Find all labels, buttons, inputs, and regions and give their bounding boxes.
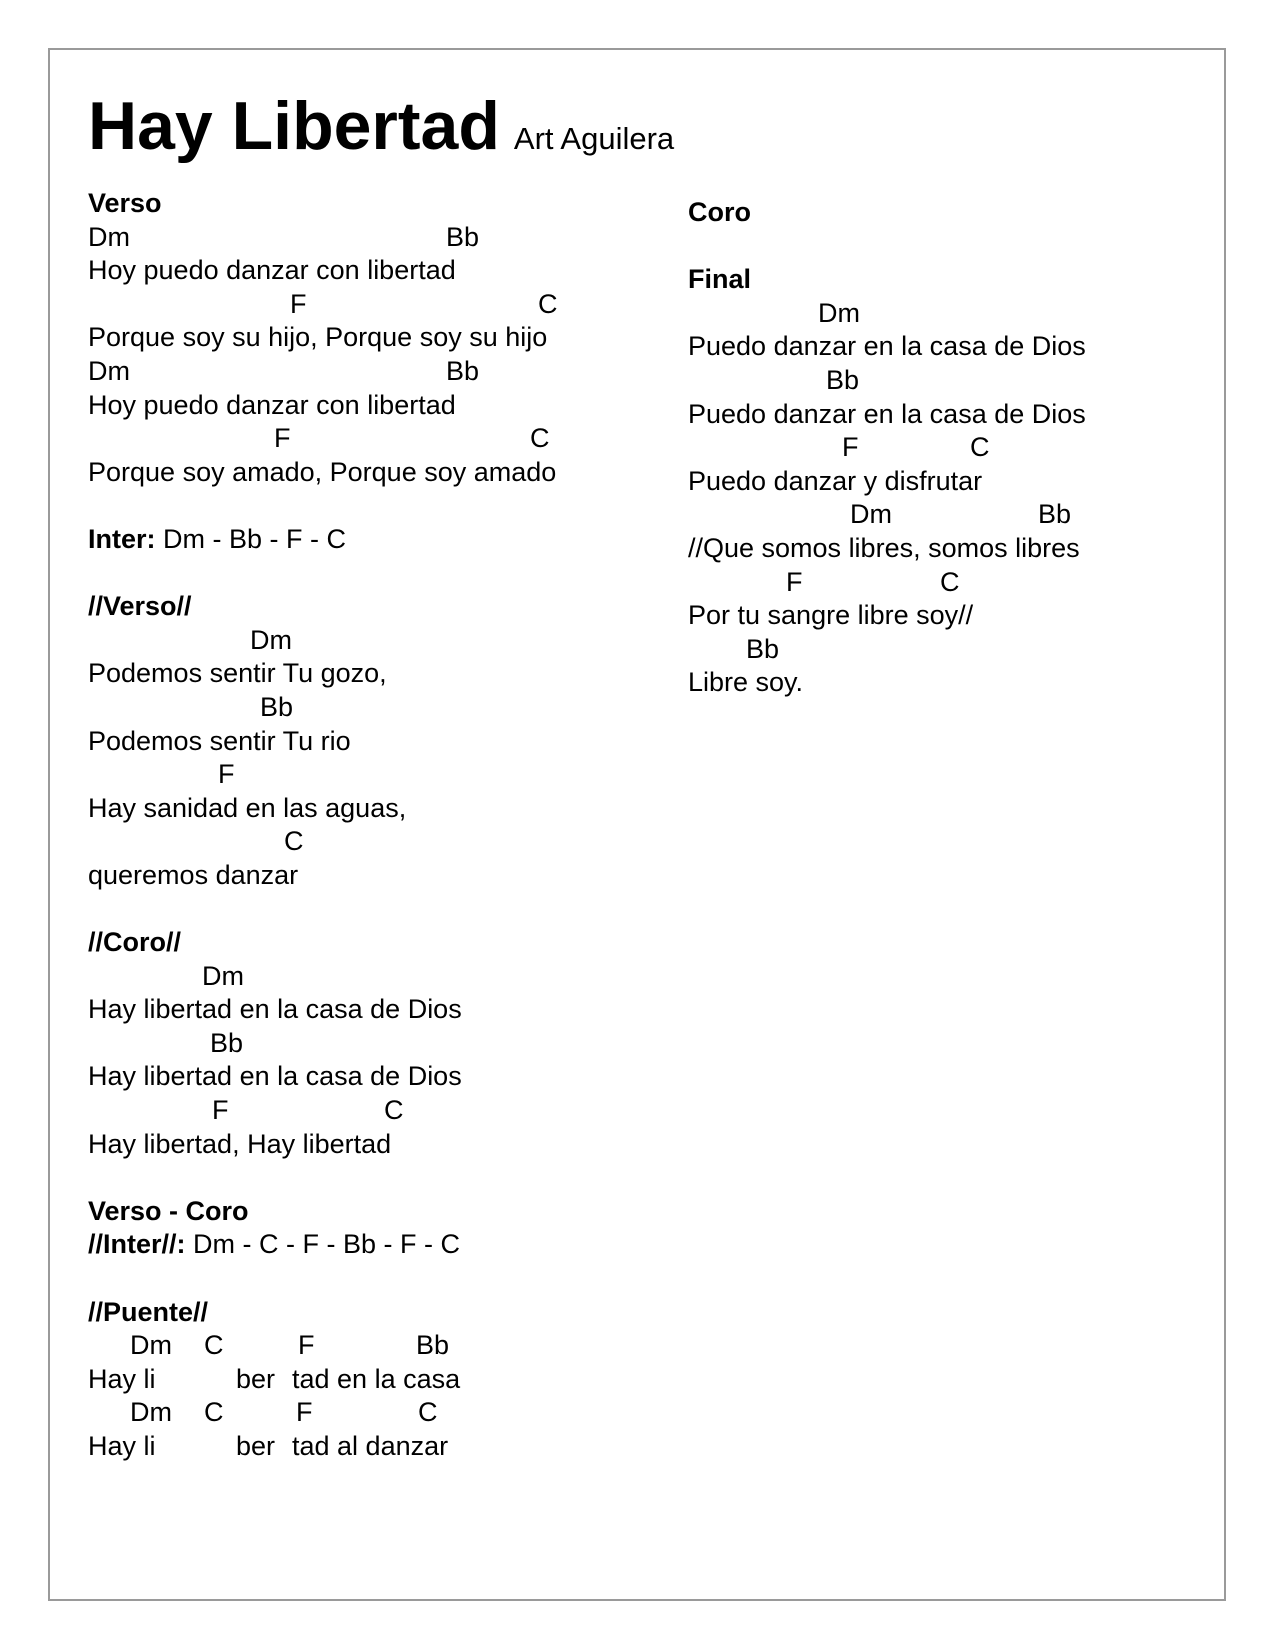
chord: C xyxy=(418,1397,438,1428)
lyric-line: Porque soy su hijo, Porque soy su hijo xyxy=(88,322,548,353)
lyric-segment: ber xyxy=(236,1430,276,1461)
chord: C xyxy=(204,1397,224,1428)
lyric-line: Puedo danzar en la casa de Dios xyxy=(688,331,1086,362)
chord: F xyxy=(786,566,803,597)
lyric-line: Hay libertad en la casa de Dios xyxy=(88,1061,462,1092)
lyric-line: Porque soy amado, Porque soy amado xyxy=(88,456,557,487)
lyric-segment: ber xyxy=(236,1363,276,1394)
chord-line xyxy=(88,825,688,859)
lyric-line: Hoy puedo danzar con libertad xyxy=(88,389,456,420)
chord: C xyxy=(284,826,304,857)
chord-line xyxy=(88,960,688,994)
chord: Dm xyxy=(88,355,130,386)
interlude-line xyxy=(88,523,688,557)
chord: Dm xyxy=(818,297,860,328)
chord: Bb xyxy=(260,691,294,722)
chord-line xyxy=(88,221,688,255)
chord: Dm xyxy=(88,221,130,252)
chord: Dm xyxy=(130,1330,172,1361)
left-column xyxy=(88,187,688,1464)
artist-name: Art Aguilera xyxy=(513,121,675,156)
chord: C xyxy=(940,566,960,597)
lyric-line: Hoy puedo danzar con libertad xyxy=(88,255,456,286)
chord-line xyxy=(688,431,1208,465)
section-heading: //Coro// xyxy=(88,927,181,958)
lyric-line xyxy=(88,1430,688,1464)
blank-line xyxy=(88,1262,688,1296)
lyric-segment: Hay li xyxy=(88,1363,156,1394)
section-heading: //Verso// xyxy=(88,591,192,622)
chord-line xyxy=(688,633,1208,667)
lyric-segment: Hay li xyxy=(88,1430,156,1461)
chord-line xyxy=(88,355,688,389)
section-heading: //Puente// xyxy=(88,1296,209,1327)
blank-line xyxy=(688,230,1208,264)
interlude-line xyxy=(88,1228,688,1262)
chord: F xyxy=(212,1095,229,1126)
interlude-chords: Dm - Bb - F - C xyxy=(155,523,346,554)
chord: C xyxy=(204,1330,224,1361)
song-title: Hay Libertad xyxy=(88,88,500,164)
chord-line xyxy=(88,422,688,456)
chord-line xyxy=(88,1396,688,1430)
lyric-line: //Que somos libres, somos libres xyxy=(688,532,1080,563)
chord: F xyxy=(290,288,307,319)
right-column xyxy=(688,196,1208,700)
header xyxy=(88,88,675,164)
lyric-line: Puedo danzar en la casa de Dios xyxy=(688,398,1086,429)
lyric-line: Podemos sentir Tu gozo, xyxy=(88,658,387,689)
chord-line xyxy=(88,1329,688,1363)
chord-line xyxy=(688,566,1208,600)
chord: Bb xyxy=(446,355,480,386)
chord-line xyxy=(688,364,1208,398)
chord: C xyxy=(530,423,550,454)
chord: C xyxy=(538,288,558,319)
chord: Bb xyxy=(210,1027,244,1058)
blank-line xyxy=(88,489,688,523)
chord-line xyxy=(688,297,1208,331)
chord: C xyxy=(970,432,990,463)
chord-line xyxy=(688,498,1208,532)
chord: Bb xyxy=(1038,499,1072,530)
chord-line xyxy=(88,288,688,322)
chord-line xyxy=(88,1027,688,1061)
chord-line xyxy=(88,1094,688,1128)
chord-line xyxy=(88,691,688,725)
section-heading: Verso - Coro xyxy=(88,1195,249,1226)
chord-line xyxy=(88,624,688,658)
interlude-chords: Dm - C - F - Bb - F - C xyxy=(185,1229,460,1260)
interlude-label: //Inter//: xyxy=(88,1229,186,1260)
chord: C xyxy=(384,1095,404,1126)
chord: Bb xyxy=(416,1330,450,1361)
chord: Dm xyxy=(130,1397,172,1428)
lyric-line: Podemos sentir Tu rio xyxy=(88,725,351,756)
chord: F xyxy=(274,423,291,454)
blank-line xyxy=(88,557,688,591)
lyric-line: Hay sanidad en las aguas, xyxy=(88,792,407,823)
lyric-segment: tad en la casa xyxy=(292,1363,461,1394)
lyric-line: queremos danzar xyxy=(88,859,299,890)
chord: Bb xyxy=(826,364,860,395)
lyric-line: Libre soy. xyxy=(688,667,804,698)
lyric-line xyxy=(88,1363,688,1397)
chord: F xyxy=(842,432,859,463)
chord: Dm xyxy=(850,499,892,530)
blank-line xyxy=(88,1161,688,1195)
section-heading: Final xyxy=(688,264,752,295)
chord: F xyxy=(296,1397,313,1428)
lyric-line: Puedo danzar y disfrutar xyxy=(688,465,983,496)
lyric-line: Hay libertad en la casa de Dios xyxy=(88,994,462,1025)
chord: Dm xyxy=(202,960,244,991)
lyric-line: Por tu sangre libre soy// xyxy=(688,600,974,631)
blank-line xyxy=(88,892,688,926)
interlude-label: Inter: xyxy=(88,523,156,554)
chord-line xyxy=(88,758,688,792)
chord: Bb xyxy=(446,221,480,252)
chord: F xyxy=(298,1330,315,1361)
lyric-line: Hay libertad, Hay libertad xyxy=(88,1128,392,1159)
section-heading: Verso xyxy=(88,188,162,218)
chord: Dm xyxy=(250,624,292,655)
section-heading: Coro xyxy=(688,197,751,227)
chord: F xyxy=(218,759,235,790)
lyric-segment: tad al danzar xyxy=(292,1430,449,1461)
chord: Bb xyxy=(746,633,780,664)
